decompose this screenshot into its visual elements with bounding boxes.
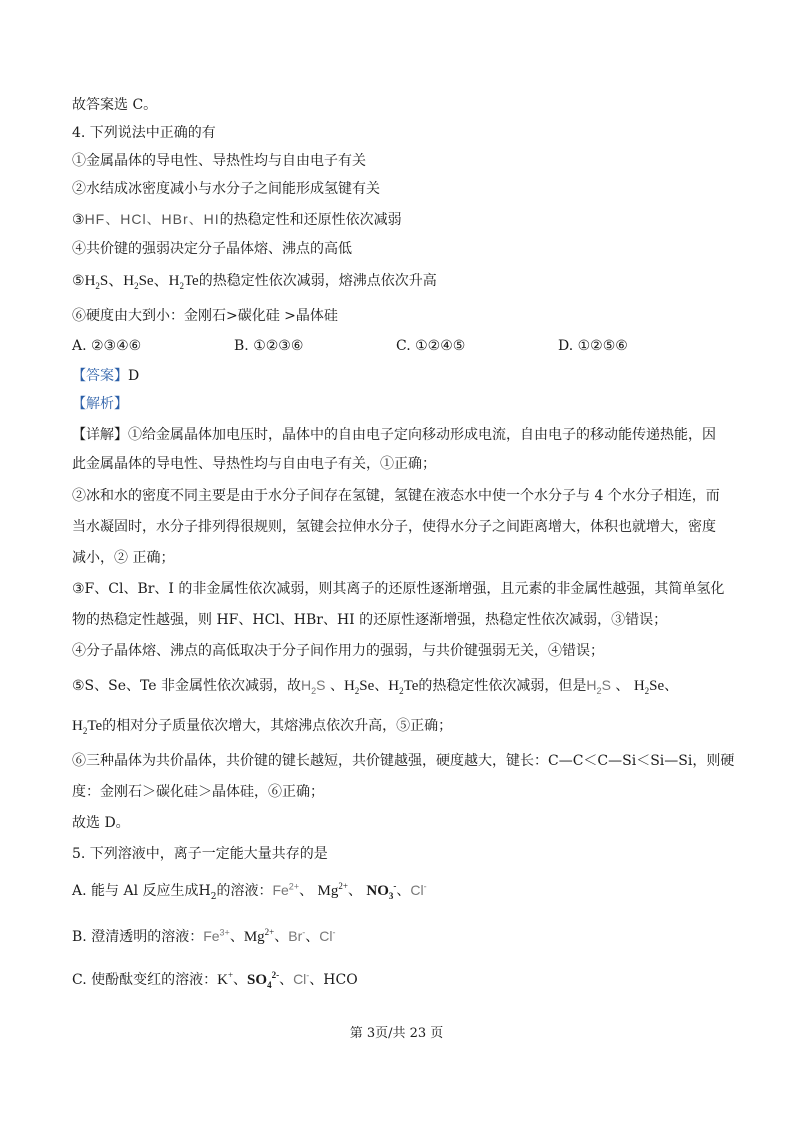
formula-h2s-h2se-h2te: $H_2S$、$H_2Se$、$H_2Te$ — [84, 273, 199, 291]
statement-2: ②水结成冰密度减小与水分子之间能形成氢键有关 — [72, 181, 380, 197]
option-a: A. ②③④⑥ — [72, 338, 142, 354]
statement-1: ①金属晶体的导电性、导热性均与自由电子有关 — [72, 153, 366, 169]
statement-5: $⑤H_2S$、$H_2Se$、$H_2Te$的热稳定性依次减弱，熔沸点依次升高 — [72, 273, 437, 291]
detail-line: ②冰和水的密度不同主要是由于水分子间存在氢键，氢键在液态水中使一个水分子与 4 个水分子相连，而 — [72, 488, 720, 504]
answer-tag: 【答案】 — [72, 368, 128, 384]
option-b: B. ①②③⑥ — [234, 338, 304, 354]
answer-line — [72, 367, 724, 385]
detail-line: $H_2Te$的相对分子质量依次增大，其熔沸点依次升高，⑤正确； — [72, 718, 453, 736]
statement-6: ⑥硬度由大到小：金刚石>碳化硅 >晶体硅 — [72, 308, 338, 324]
analysis-tag: 【解析】 — [72, 396, 128, 412]
question-5-stem: 5. 下列溶液中，离子一定能大量共存的是 — [72, 846, 328, 862]
detail-line: ③F、Cl、Br、I 的非金属性依次减弱，则其离子的还原性逐渐增强，且元素的非金属性越强，其简单氢化 — [72, 581, 725, 597]
question-5-option-a: A. 能与 Al 反应生成$H_2$的溶液：$Fe^{2+}$、 $Mg^{2+}$、 $NO_3^-$、Cl- — [72, 881, 427, 902]
statement-4: ④共价键的强弱决定分子晶体熔、沸点的高低 — [72, 241, 352, 257]
answer-value: D — [128, 368, 140, 384]
detail-line: ⑤S、Se、Te 非金属性依次减弱，故$H_2S$ 、$H_2Se$、$H_2Te$的热稳定性依次减弱，但是$H_2S$ 、 $H_2Se$、 — [72, 677, 679, 696]
page-footer: 第 3页/共 23 页 — [349, 1026, 444, 1041]
statement-3: ③HF、HCl、HBr、HI的热稳定性和还原性依次减弱 — [72, 211, 402, 228]
detail-line: ④分子晶体熔、沸点的高低取决于分子间作用力的强弱，与共价键强弱无关，④错误； — [72, 643, 604, 659]
detail-line: 当水凝固时，水分子排列得很规则，氢键会拉伸水分子，使得水分子之间距离增大，体积也就增大，密度 — [72, 519, 716, 535]
detail-line: 【详解】①给金属晶体加电压时，晶体中的自由电子定向移动形成电流，自由电子的移动能传递热能，因 — [72, 427, 716, 443]
detail-line: 减小，② 正确； — [72, 550, 175, 566]
detail-line: 故选 D。 — [72, 815, 130, 831]
question-5-option-c: C. 使酚酞变红的溶液：K+、$SO_4^{2-}$、Cl-、HCO — [72, 970, 358, 990]
formula-hf-hcl-hbr-hi: HF、HCl、HBr、HI — [84, 211, 220, 227]
option-d: D. ①②⑤⑥ — [558, 338, 628, 354]
detail-line: ⑥三种晶体为共价晶体，共价键的键长越短，共价键越强，硬度越大，键长：C—C＜C—Si＜Si—Si，则硬 — [72, 753, 735, 769]
detail-line: 此金属晶体的导电性、导热性均与自由电子有关，①正确； — [72, 456, 436, 472]
option-c: C. ①②④⑤ — [396, 338, 466, 354]
text-line: 故答案选 C。 — [72, 97, 158, 113]
question-5-option-b: B. 澄清透明的溶液：$Fe^{3+}$、$Mg^{2+}$、Br-、Cl- — [72, 927, 336, 945]
detail-line: 度：金刚石＞碳化硅＞晶体硅，⑥正确； — [72, 784, 324, 800]
detail-line: 物的热稳定性越强，则 HF、HCl、HBr、HI 的还原性逐渐增强，热稳定性依次减弱，③错误； — [72, 612, 668, 628]
question-4-stem: 4. 下列说法中正确的有 — [72, 125, 216, 141]
